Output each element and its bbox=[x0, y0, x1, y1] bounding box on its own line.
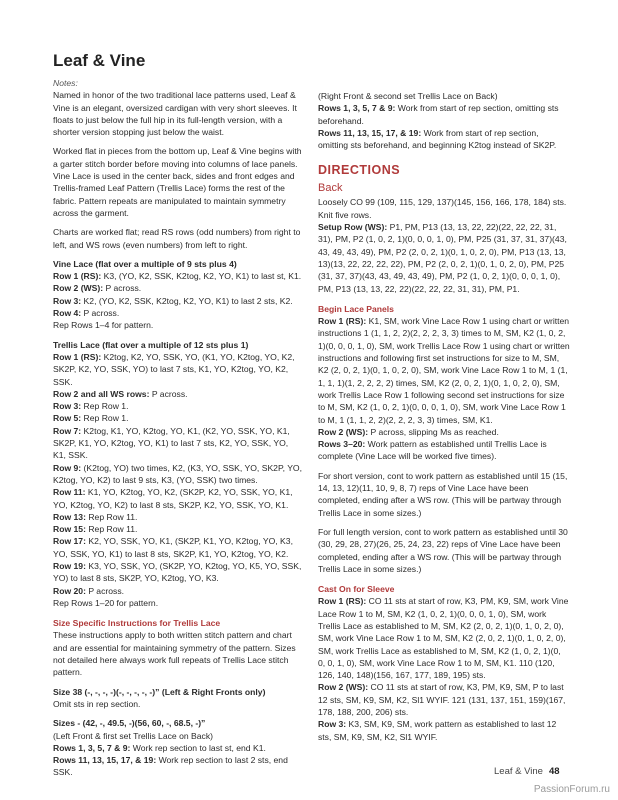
pattern-row-text: Work from start of rep section, omitting sts beforehand, and beginning K2tog instead of SK2P. bbox=[318, 127, 557, 151]
right-column bbox=[318, 90, 570, 743]
pattern-row-text: Rep Row 1. bbox=[81, 401, 129, 412]
left-column bbox=[53, 77, 303, 779]
sleeve-row-3-text: K3, SM, K9, SM, work pattern as established to last 12 sts, SM, K9, SM, K2, Sl1 WYIF. bbox=[318, 719, 557, 742]
page-number: 48 bbox=[548, 766, 560, 777]
sleeve-row-1 bbox=[318, 595, 570, 681]
directions-heading: DIRECTIONS bbox=[318, 163, 401, 178]
pattern-row bbox=[53, 486, 303, 511]
pattern-row-label: Rows 1, 3, 5, 7 & 9: bbox=[53, 742, 131, 753]
trellis-lace-rep: Rep Rows 1–20 for pattern. bbox=[53, 597, 159, 608]
pattern-row-text: K1, YO, K2tog, YO, K2, (SK2P, K2, YO, SSK, YO, K1, YO, K2tog, YO, K2) to last 8 sts, SK2P, K2, YO, SSK, YO, K1. bbox=[53, 487, 293, 510]
pattern-row-text: Work from start of rep section, omitting sts beforehand. bbox=[318, 103, 559, 126]
pattern-row bbox=[53, 412, 303, 424]
pattern-row-label: Row 13: bbox=[53, 511, 86, 522]
watermark: PassionForum.ru bbox=[533, 783, 610, 795]
pattern-row-label: Row 15: bbox=[53, 524, 86, 535]
pattern-row bbox=[318, 102, 570, 127]
pattern-row-text: Work rep section to last st, end K1. bbox=[130, 742, 266, 753]
cast-on-sleeve-heading: Cast On for Sleeve bbox=[318, 584, 395, 595]
right-front-note: (Right Front & second set Trellis Lace on Back) bbox=[318, 91, 498, 101]
pattern-row bbox=[53, 295, 303, 307]
begin-lace-rows-3-20 bbox=[318, 438, 570, 463]
pattern-row bbox=[53, 307, 303, 319]
pattern-row-text: Rep Row 11. bbox=[85, 524, 138, 535]
size-38-text: Omit sts in rep section. bbox=[53, 698, 141, 709]
footer-title: Leaf & Vine bbox=[494, 766, 543, 777]
pattern-row-text: K3, (YO, K2, SSK, K2tog, K2, YO, K1) to last st, K1. bbox=[101, 271, 302, 282]
pattern-row-text: Rep Row 1. bbox=[81, 413, 129, 424]
pattern-row-label: Row 3: bbox=[53, 401, 82, 412]
pattern-row-text: Rep Row 11. bbox=[85, 511, 138, 522]
begin-lace-row-1-text: K1, SM, work Vine Lace Row 1 using chart or written instructions 1 (1, 1, 2, 2)(2, 2, 2, 3, 3) times to M, SM, K2 (1, 0, 2, 1)(0, 0, 0, 1, 0), SM, work Trellis Lace Row 1 using chart or written instructions and following first set instructions for size to M, SM, K2 (2, 0, 2, 1)(0, 1, 0, 2, 0), SM, work Vine Lace Row 1 to M, 1 (1, 1, 1, 1)(1, 2, 2, 2, 2) times, SM, K2 (2, 0, 2, 1)(0, 1, 0, 2, 0), SM, work Trellis Lace Row 1 following second set instructions for size to M, SM, K2 (1, 0, 2, 1)(0, 0, 0, 1, 0), SM, work Vine Lace Row 1 to M, 1 (1, 1, 2, 2)(2, 2, 2, 3, 3) times, SM, K1. bbox=[318, 316, 570, 425]
setup-row bbox=[318, 221, 570, 295]
pattern-row bbox=[53, 523, 303, 535]
cast-on-text: Loosely CO 99 (109, 115, 129, 137)(145, 156, 166, 178, 184) sts. Knit five rows. bbox=[318, 197, 567, 220]
sleeve-row-1-label: Row 1 (RS): bbox=[318, 596, 367, 607]
pattern-row-text: Work rep section to last 2 sts, end SSK. bbox=[53, 755, 288, 778]
pattern-row bbox=[53, 351, 303, 388]
setup-row-text: P1, PM, P13 (13, 13, 22, 22)(22, 22, 22, 31, 31), PM, P2 (1, 0, 2, 1)(0, 0, 0, 1, 0), PM, P25 (31, 37, 31, 37)(43, 43, 49, 43, 49), PM, P2 (2, 0, 2, 1)(0, 1, 0, 2, 0), PM, P13 (13, 13, 13)(13, 22, 22, 22, 22), PM, P2 (2, 0, 2, 1)(0, 1, 0, 2, 0), PM, P25 (31, 37, 37)(43, 43, 49, 43, 49), PM, P2 (1, 0, 2, 1)(0, 0, 0, 1, 0), PM, P13 (13, 13, 22, 22)(22, 22, 22, 31, 31), PM, P1. bbox=[318, 222, 567, 294]
notes-label: Notes: bbox=[53, 78, 78, 88]
pattern-row bbox=[53, 560, 303, 585]
pattern-row-label: Row 1 (RS): bbox=[53, 351, 102, 362]
pattern-row bbox=[53, 425, 303, 462]
pattern-row-text: P across. bbox=[85, 585, 125, 596]
begin-lace-row-1-label: Row 1 (RS): bbox=[318, 316, 367, 327]
vine-lace-rep: Rep Rows 1–4 for pattern. bbox=[53, 320, 154, 331]
trellis-lace-rows bbox=[53, 351, 303, 597]
back-heading: Back bbox=[318, 182, 343, 195]
size-specific-rows bbox=[53, 742, 303, 779]
short-version-text: For short version, cont to work pattern as established until 15 (15, 14, 13, 12)(11, 10, 9, 8, 7) reps of Vine Lace have been completed, ending after a WS row. (This will be partway through Trellis Lace in some sizes.) bbox=[318, 470, 568, 518]
pattern-row-text: (K2tog, YO) two times, K2, (K3, YO, SSK, YO, SK2P, YO, K2tog, YO, K2) to last 9 sts, K3, (YO, SSK) two times. bbox=[53, 462, 303, 485]
pattern-row bbox=[53, 400, 303, 412]
sizes-note: (Left Front & first set Trellis Lace on Back) bbox=[53, 730, 213, 741]
intro-paragraph: Named in honor of the two traditional lace patterns used, Leaf & Vine is an elegant, oversized cardigan with very short sleeves. It floats to just below the full hip in its full-length version, with a shorter version stopping just below the waist. bbox=[53, 90, 297, 138]
begin-lace-heading: Begin Lace Panels bbox=[318, 303, 394, 314]
pattern-row bbox=[53, 282, 303, 294]
pattern-row bbox=[53, 270, 303, 282]
page-title: Leaf & Vine bbox=[53, 51, 146, 70]
pattern-row-label: Row 2 and all WS rows: bbox=[53, 388, 150, 399]
begin-lace-row-1 bbox=[318, 315, 570, 426]
setup-row-label: Setup Row (WS): bbox=[318, 222, 388, 233]
right-front-rows bbox=[318, 102, 570, 151]
pattern-row-label: Row 20: bbox=[53, 585, 86, 596]
begin-lace-row-2-text: P across, slipping Ms as reached. bbox=[368, 426, 499, 437]
pattern-row-label: Row 17: bbox=[53, 536, 86, 547]
sizes-label: Sizes - (42, -, 49.5, -)(56, 60, -, 68.5, -)” bbox=[53, 718, 206, 729]
pattern-row bbox=[53, 535, 303, 560]
sleeve-row-2 bbox=[318, 681, 570, 718]
pattern-row-label: Rows 1, 3, 5, 7 & 9: bbox=[318, 103, 396, 114]
pattern-row bbox=[53, 742, 303, 754]
pattern-row-label: Row 19: bbox=[53, 560, 86, 571]
sleeve-row-3-label: Row 3: bbox=[318, 719, 347, 730]
pattern-row-text: K2, (YO, K2, SSK, K2tog, K2, YO, K1) to last 2 sts, K2. bbox=[81, 295, 293, 306]
pattern-row-label: Row 5: bbox=[53, 413, 82, 424]
pattern-row bbox=[53, 462, 303, 487]
sleeve-row-2-label: Row 2 (WS): bbox=[318, 682, 369, 693]
size-38-label: Size 38 (-, -, -, -)(-, -, -, -, -)” (Left & Right Fronts only) bbox=[53, 686, 266, 697]
pattern-row-label: Row 7: bbox=[53, 425, 82, 436]
pattern-row-label: Row 3: bbox=[53, 295, 82, 306]
pattern-row-label: Row 11: bbox=[53, 487, 86, 498]
sleeve-row-2-text: CO 11 sts at start of row, K3, PM, K9, SM, P to last 12 sts, SM, K9, SM, K2, Sl1 WYIF. 121 (131, 137, 151, 159)(167, 178, 188, 200, 206) sts. bbox=[318, 682, 566, 718]
pattern-row-text: K2tog, K2, YO, SSK, YO, (K1, YO, K2tog, YO, K2, SK2P, K2, YO, SSK, YO) to last 7 sts, K1, YO, K2tog, YO, K2, SSK. bbox=[53, 351, 295, 387]
vine-lace-rows bbox=[53, 270, 303, 319]
worked-flat-paragraph: Worked flat in pieces from the bottom up, Leaf & Vine begins with a garter stitch border before moving into columns of lace panels. Vine Lace is used in the center back, sides and front edges and Trellis-framed Leaf Pattern (Trellis Lace) forms the rest of the fabric. Pattern repeats are manipulated to maintain symmetry across the garment. bbox=[53, 146, 302, 218]
pattern-row-label: Row 1 (RS): bbox=[53, 271, 102, 282]
pattern-row bbox=[318, 127, 570, 152]
charts-paragraph: Charts are worked flat; read RS rows (odd numbers) from right to left, and WS rows (even numbers) from left to right. bbox=[53, 227, 301, 250]
pattern-row bbox=[53, 511, 303, 523]
pattern-row-text: K3, YO, SSK, YO, (SK2P, YO, K2tog, YO, K5, YO, SSK, YO) to last 8 sts, SK2P, YO, K2tog, YO, K3. bbox=[53, 560, 302, 584]
pattern-row bbox=[53, 754, 303, 779]
page-footer bbox=[494, 766, 560, 778]
pattern-row-label: Rows 11, 13, 15, 17, & 19: bbox=[53, 755, 157, 766]
pattern-row-label: Rows 11, 13, 15, 17, & 19: bbox=[318, 127, 422, 138]
begin-lace-rows-3-20-text: Work pattern as established until Trellis Lace is complete (Vine Lace will be worked five times). bbox=[318, 439, 547, 462]
pattern-row-text: P across. bbox=[81, 308, 120, 319]
trellis-lace-heading: Trellis Lace (flat over a multiple of 12 sts plus 1) bbox=[53, 339, 249, 350]
sleeve-row-1-text: CO 11 sts at start of row, K3, PM, K9, SM, work Vine Lace Row 1 to M, SM, K2 (1, 0, 2, 1)(0, 0, 0, 1, 0), SM, work Trellis Lace as established to M, SM, K2 (2, 0, 2, 1)(0, 1, 0, 2, 0), SM, work Vine Lace Row 1 to M, SM, K2 (2, 0, 2, 1)(0, 1, 0, 2, 0), SM, work Trellis Lace as established to M, SM, K2 (1, 0, 2, 1)(0, 0, 0, 1, 0), SM, work Vine Lace Row 1 to M, SM, K1. 110 (120, 126, 140, 148)(156, 167, 177, 189, 195) sts. bbox=[318, 596, 569, 681]
pattern-row-label: Row 2 (WS): bbox=[53, 283, 104, 294]
begin-lace-rows-3-20-label: Rows 3–20: bbox=[318, 439, 366, 450]
pattern-row-text: K2tog, K1, YO, K2tog, YO, K1, (K2, YO, SSK, YO, K1, SK2P, K1, YO, K2tog, YO, K1) to last 7 sts, K2, YO, SSK, YO, K1, SSK. bbox=[53, 425, 290, 461]
vine-lace-heading: Vine Lace (flat over a multiple of 9 sts plus 4) bbox=[53, 258, 237, 269]
pattern-row-text: K2, YO, SSK, YO, K1, (SK2P, K1, YO, K2tog, YO, K3, YO, SSK, YO, K1) to last 8 sts, SK2P, K1, YO, K2tog, YO, K2. bbox=[53, 536, 293, 559]
sleeve-row-3 bbox=[318, 718, 570, 743]
pattern-row bbox=[53, 585, 303, 597]
pattern-row bbox=[53, 388, 303, 400]
pattern-row-label: Row 4: bbox=[53, 308, 82, 319]
pattern-row-label: Row 9: bbox=[53, 462, 82, 473]
size-specific-text: These instructions apply to both written stitch pattern and chart and are essential for maintaining symmetry of the pattern. Sizes not detailed here always work full repeats of Trellis Lace stitch pattern. bbox=[53, 630, 296, 678]
size-specific-heading: Size Specific Instructions for Trellis Lace bbox=[53, 618, 221, 629]
begin-lace-row-2 bbox=[318, 426, 570, 438]
full-version-text: For full length version, cont to work pattern as established until 30 (30, 29, 28, 27)(26, 25, 24, 23, 22) reps of Vine Lace have been completed, ending after a WS row. (This will be partway through Trellis Lace in some sizes.) bbox=[318, 526, 568, 574]
begin-lace-row-2-label: Row 2 (WS): bbox=[318, 426, 369, 437]
pattern-row-text: P across. bbox=[103, 283, 142, 294]
pattern-row-text: P across. bbox=[149, 388, 188, 399]
